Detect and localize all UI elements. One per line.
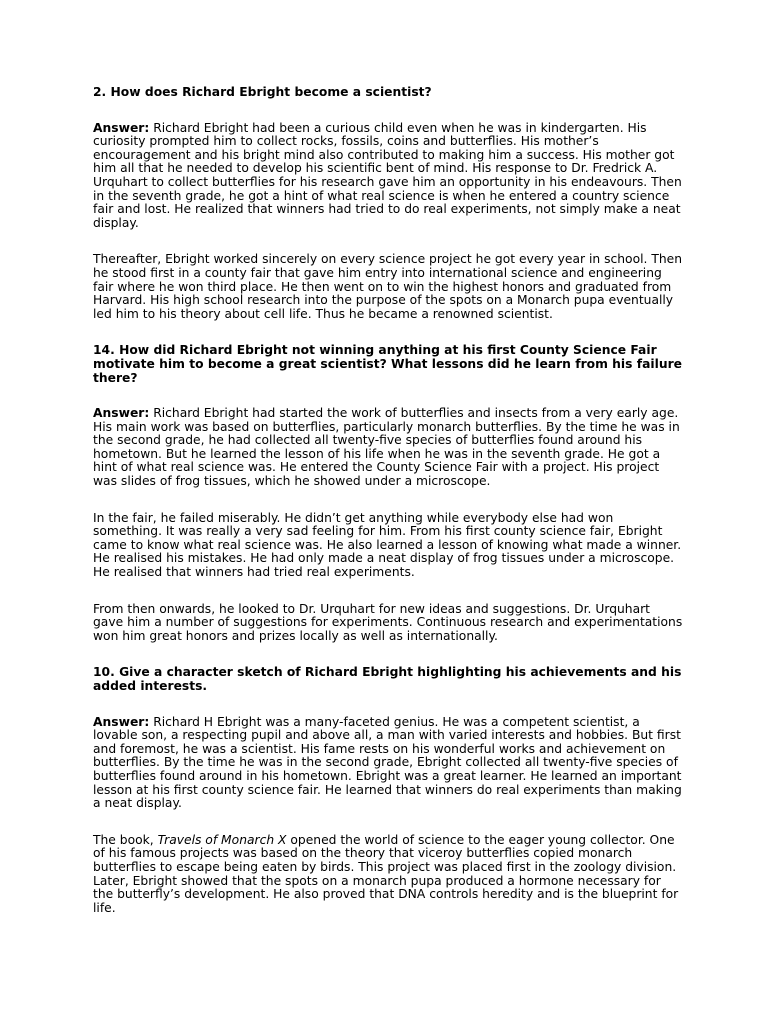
- paragraph-text: Richard Ebright had started the work of butterflies and insects from a very early age. His main work was based on butterflies, particularly monarch butterflies. By the time he was in the second grade, he had collected all twenty-five species of butterflies found around his hometown. But he learned the lesson of his life when he was in the seventh grade. He got a hint of what real science was. He entered the County Science Fair with a project. His project was slides of frog tissues, which he showed under a microscope.: [93, 406, 680, 489]
- answer-label: Answer:: [93, 406, 150, 421]
- answer-paragraph: [93, 122, 683, 231]
- book-title: Travels of Monarch X: [157, 832, 287, 847]
- question-heading: 10. Give a character sketch of Richard Ebright highlighting his achievements and his added interests.: [93, 665, 682, 693]
- paragraph-text: The book,: [93, 832, 158, 847]
- answer-label: Answer:: [93, 714, 150, 729]
- document-page: [93, 86, 683, 915]
- answer-label: Answer:: [93, 120, 150, 135]
- body-paragraph: [93, 834, 683, 916]
- answer-paragraph: [93, 716, 683, 811]
- question-heading: 14. How did Richard Ebright not winning anything at his first County Science Fair motivate him to become a great scientist? What lessons did he learn from his failure there?: [93, 343, 682, 385]
- answer-paragraph: [93, 407, 683, 489]
- paragraph-text: opened the world of science to the eager young collector. One of his famous projects was based on the theory that viceroy butterflies copied monarch butterflies to escape being eaten by birds. This project was placed first in the zoology division. Later, Ebright showed that the spots on a monarch pupa produced a hormone necessary for the butterfly’s development. He also proved that DNA controls heredity and is the blueprint for life.: [93, 832, 679, 915]
- body-paragraph: In the fair, he failed miserably. He didn’t get anything while everybody else had won something. It was really a very sad feeling for him. From his first county science fair, Ebright came to know what real science was. He also learned a lesson of knowing what made a winner. He realised his mistakes. He had only made a neat display of frog tissues under a microscope. He realised that winners had tried real experiments.: [93, 510, 682, 580]
- question-heading: 2. How does Richard Ebright become a scientist?: [93, 85, 432, 99]
- paragraph-text: Richard H Ebright was a many-faceted genius. He was a competent scientist, a lovable son, a respecting pupil and above all, a man with varied interests and hobbies. But first and foremost, he was a scientist. His fame rests on his wonderful works and achievement on butterflies. By the time he was in the second grade, Ebright collected all twenty-five species of butterflies found around in his hometown. Ebright was a great learner. He learned an important lesson at his first county science fair. He learned that winners do real experiments than making a neat display.: [93, 714, 682, 811]
- paragraph-text: Richard Ebright had been a curious child even when he was in kindergarten. His curiosity prompted him to collect rocks, fossils, coins and butterflies. His mother’s encouragement and his bright mind also contributed to making him a success. His mother got him all that he needed to develop his scientific bent of mind. His response to Dr. Fredrick A. Urquhart to collect butterflies for his research gave him an opportunity in his endeavours. Then in the seventh grade, he got a hint of what real science is when he entered a country science fair and lost. He realized that winners had tried to do real experiments, not simply make a neat display.: [93, 120, 682, 230]
- body-paragraph: From then onwards, he looked to Dr. Urquhart for new ideas and suggestions. Dr. Urquhart gave him a number of suggestions for experiments. Continuous research and experimentations won him great honors and prizes locally as well as internationally.: [93, 601, 683, 643]
- body-paragraph: Thereafter, Ebright worked sincerely on every science project he got every year in school. Then he stood first in a county fair that gave him entry into international science and engineering fair where he won third place. He then went on to win the highest honors and graduated from Harvard. His high school research into the purpose of the spots on a Monarch pupa eventually led him to his theory about cell life. Thus he became a renowned scientist.: [93, 252, 682, 321]
